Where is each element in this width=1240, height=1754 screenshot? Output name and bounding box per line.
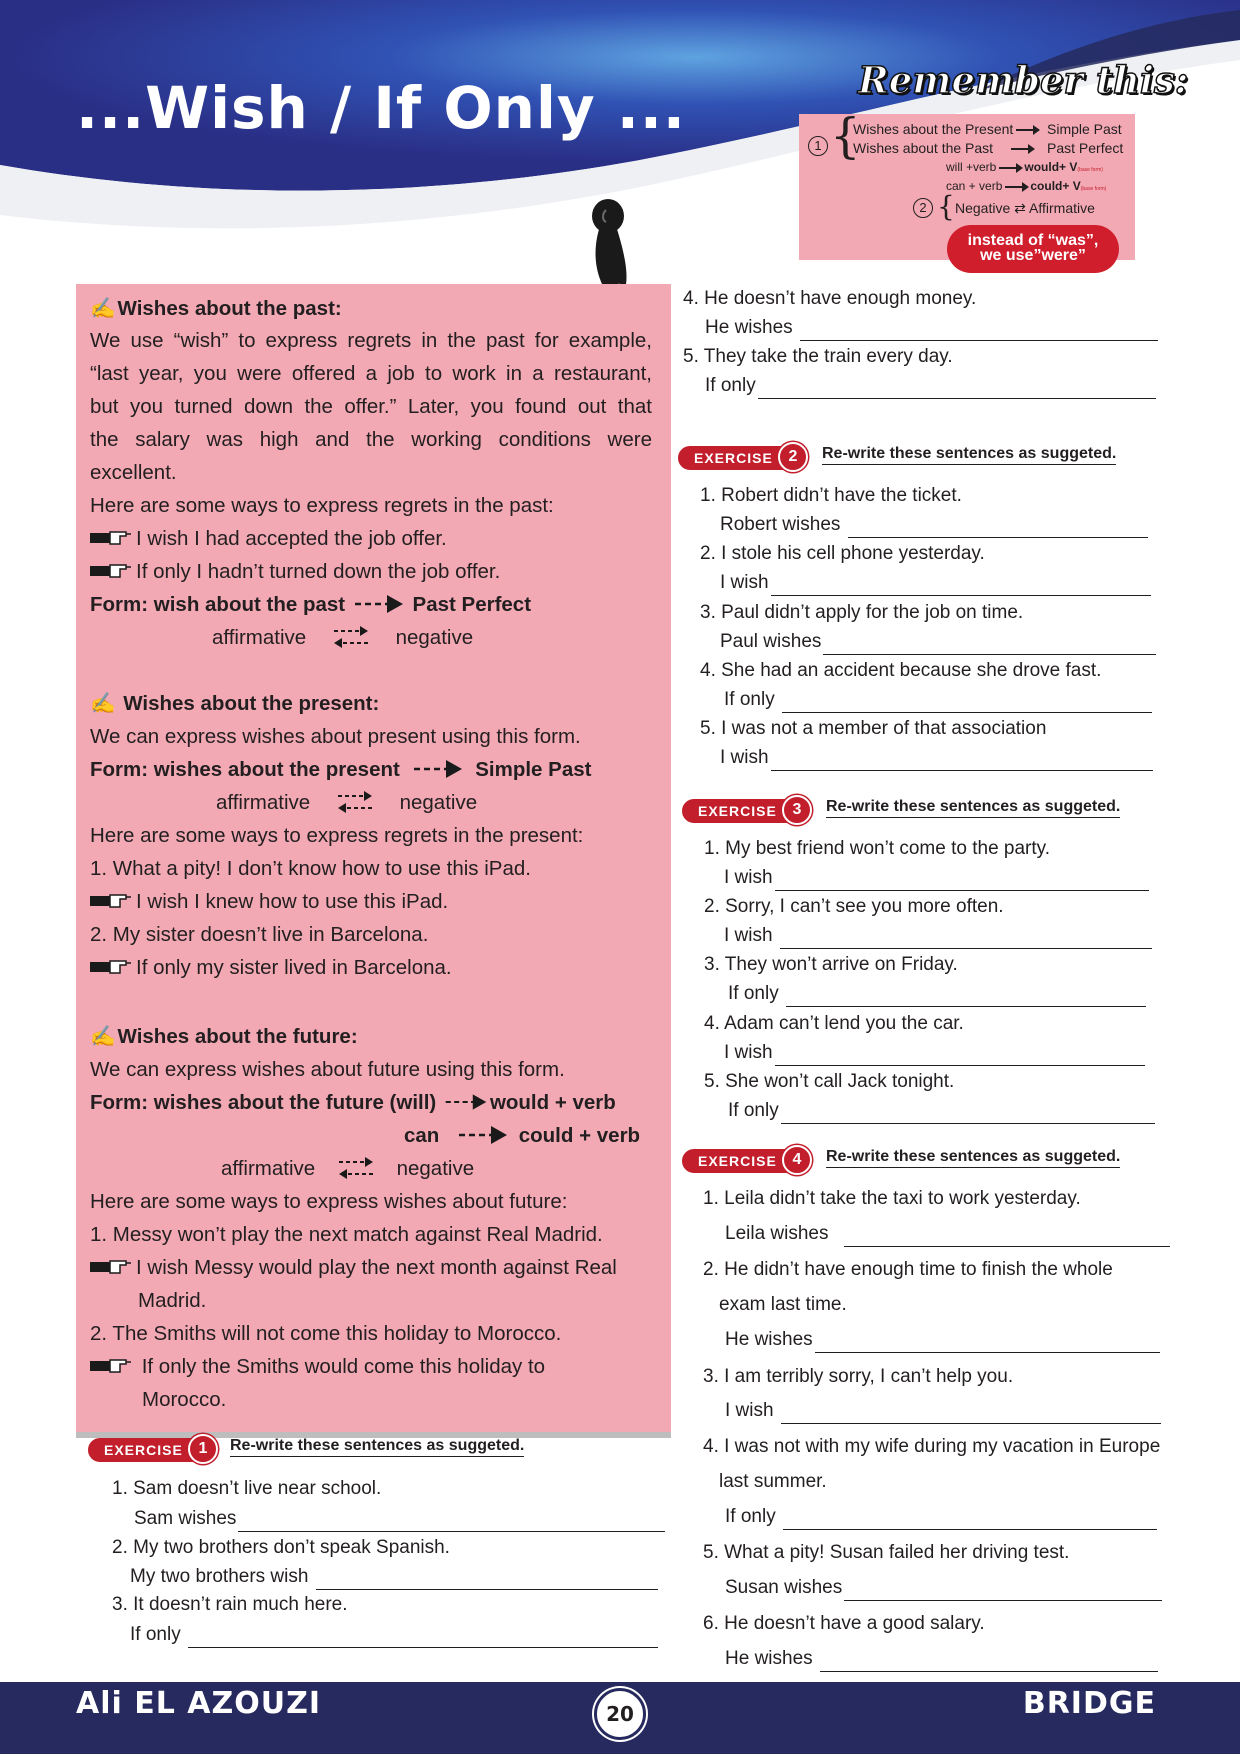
answer-line[interactable] xyxy=(800,321,1158,341)
exercise-answer: Susan wishes xyxy=(725,1575,1162,1601)
exercise-question: 5. They take the train every day. xyxy=(683,346,953,367)
future-form-can: can could + verb xyxy=(404,1124,641,1147)
dashed-arrow-icon xyxy=(444,1091,488,1113)
answer-line[interactable] xyxy=(782,693,1152,713)
lesson-panel xyxy=(76,284,671,1432)
exercise-answer: If only xyxy=(728,1098,1155,1124)
exercise-instruction: Re-write these sentences as suggeted. xyxy=(822,445,1116,465)
exercise-question: 2. Sorry, I can’t see you more often. xyxy=(704,896,1004,917)
exercise-question: 1. Leila didn’t take the taxi to work yesterday. xyxy=(703,1188,1081,1209)
answer-line[interactable] xyxy=(786,987,1146,1007)
answer-line[interactable] xyxy=(844,1581,1162,1601)
exercise-question-cont: exam last time. xyxy=(719,1294,847,1315)
exercise-answer: If only xyxy=(724,687,1152,713)
exercise-question: 4. Adam can’t lend you the car. xyxy=(704,1013,964,1034)
exercise-answer: I wish xyxy=(724,1040,1145,1066)
footer-author: Ali EL AZOUZI xyxy=(76,1686,322,1721)
exercise-instruction: Re-write these sentences as suggeted. xyxy=(826,798,1120,818)
future-example: I wish Messy would play the next month against Real xyxy=(90,1251,617,1284)
past-paragraph-line: “last year, you were offered a job to work in a restaurant, xyxy=(90,362,652,385)
exercise-question: 5. She won’t call Jack tonight. xyxy=(704,1071,955,1092)
exercise-label: EXERCISE xyxy=(682,799,800,823)
exercise-question: 1. My best friend won’t come to the party. xyxy=(704,838,1051,859)
pointing-hand-icon xyxy=(90,530,132,546)
check-icon: ✍ xyxy=(90,692,116,715)
exercise-question: 1. Sam doesn’t live near school. xyxy=(112,1478,382,1499)
answer-line[interactable] xyxy=(775,1046,1145,1066)
remember-row-1-right: Simple Past xyxy=(1047,121,1122,137)
remember-row-2-right: Past Perfect xyxy=(1047,140,1124,156)
exercise-label: EXERCISE xyxy=(682,1149,800,1173)
exercise-answer: I wish xyxy=(725,1398,1161,1424)
present-paragraph: We can express wishes about present using this form. xyxy=(90,725,581,748)
present-example: 1. What a pity! I don’t know how to use this iPad. xyxy=(90,857,531,880)
future-ways: Here are some ways to express wishes about future: xyxy=(90,1190,568,1213)
remember-row-2: Wishes about the Past xyxy=(853,140,1036,156)
exercise-label: EXERCISE xyxy=(88,1438,206,1462)
past-example: If only I hadn’t turned down the job offer. xyxy=(90,555,500,588)
exercise-answer: He wishes xyxy=(725,1327,1160,1353)
answer-line[interactable] xyxy=(780,929,1152,949)
exercise-question: 5. What a pity! Susan failed her driving test. xyxy=(703,1542,1070,1563)
past-swap: affirmative negative xyxy=(212,626,474,649)
footer-brand: BRIDGE xyxy=(1022,1686,1156,1721)
remember-num-1: 1 xyxy=(808,136,828,156)
past-example: I wish I had accepted the job offer. xyxy=(90,522,447,555)
present-heading: ✍ Wishes about the present: xyxy=(90,687,379,720)
past-ways: Here are some ways to express regrets in the past: xyxy=(90,494,554,517)
future-example-cont: Morocco. xyxy=(142,1388,227,1411)
exercise-number: 1 xyxy=(188,1434,218,1464)
exercise-question: 2. He didn’t have enough time to finish the whole xyxy=(703,1259,1113,1280)
future-example-cont: Madrid. xyxy=(138,1289,207,1312)
swap-arrows-icon xyxy=(337,1155,375,1181)
exercise-question: 4. He doesn’t have enough money. xyxy=(683,288,977,309)
dashed-arrow-icon xyxy=(353,593,405,615)
exercise-instruction: Re-write these sentences as suggeted. xyxy=(230,1437,524,1457)
pointing-hand-icon xyxy=(90,1259,132,1275)
exercise-question-cont: last summer. xyxy=(719,1471,827,1492)
exercise-question: 1. Robert didn’t have the ticket. xyxy=(700,485,962,506)
present-example: I wish I knew how to use this iPad. xyxy=(90,885,448,918)
exercise-question: 2. My two brothers don’t speak Spanish. xyxy=(112,1537,450,1558)
exercise-question: 3. I am terribly sorry, I can’t help you. xyxy=(703,1366,1014,1387)
exercise-question: 3. They won’t arrive on Friday. xyxy=(704,954,958,975)
answer-line[interactable] xyxy=(238,1512,665,1532)
check-icon: ✍ xyxy=(90,297,116,320)
exercise-question: 4. She had an accident because she drove fast. xyxy=(700,660,1102,681)
remember-num-2: 2 xyxy=(913,198,933,218)
exercise-answer: If only xyxy=(705,373,1156,399)
present-swap: affirmative negative xyxy=(216,791,478,814)
future-paragraph: We can express wishes about future using this form. xyxy=(90,1058,565,1081)
brace-icon: { xyxy=(937,190,955,223)
present-ways: Here are some ways to express regrets in the present: xyxy=(90,824,584,847)
answer-line[interactable] xyxy=(815,1333,1160,1353)
remember-title: Remember this: xyxy=(858,58,1189,102)
exercise-question: 4. I was not with my wife during my vacation in Europe xyxy=(703,1436,1161,1457)
present-example: If only my sister lived in Barcelona. xyxy=(90,951,452,984)
exercise-answer: Robert wishes xyxy=(720,512,1148,538)
past-paragraph-line: excellent. xyxy=(90,461,177,484)
remember-row-3: will +verb would+ V(base form) xyxy=(946,160,1103,174)
exercise-question: 3. It doesn’t rain much here. xyxy=(112,1594,348,1615)
future-heading: ✍Wishes about the future: xyxy=(90,1020,358,1053)
exercise-number: 4 xyxy=(782,1145,812,1175)
answer-line[interactable] xyxy=(771,751,1153,771)
past-paragraph-line: We use “wish” to express regrets in the past for example, xyxy=(90,329,652,352)
dashed-arrow-icon xyxy=(457,1124,509,1146)
present-form: Form: wishes about the present Simple Past xyxy=(90,758,592,781)
exercise-answer: Paul wishes xyxy=(720,629,1156,655)
dashed-arrow-icon xyxy=(412,758,464,780)
answer-line[interactable] xyxy=(823,635,1156,655)
answer-line[interactable] xyxy=(316,1570,658,1590)
pointing-hand-icon xyxy=(90,1358,132,1374)
brace-icon: { xyxy=(830,108,861,164)
exercise-number: 3 xyxy=(782,795,812,825)
exercise-question: 3. Paul didn’t apply for the job on time. xyxy=(700,602,1024,623)
exercise-answer: Sam wishes xyxy=(134,1506,665,1532)
remember-row-1: Wishes about the Present xyxy=(853,121,1041,137)
answer-line[interactable] xyxy=(783,1510,1157,1530)
remember-row-4: can + verb could+ V(base form) xyxy=(946,179,1107,193)
past-paragraph-line: but you turned down the offer.” Later, you found out that xyxy=(90,395,652,418)
present-example: 2. My sister doesn’t live in Barcelona. xyxy=(90,923,429,946)
answer-line[interactable] xyxy=(771,576,1151,596)
exercise-answer: I wish xyxy=(724,923,1152,949)
exercise-answer: I wish xyxy=(720,570,1151,596)
exercise-answer: He wishes xyxy=(705,315,1158,341)
swap-arrows-icon xyxy=(332,624,370,650)
exercise-answer: If only xyxy=(130,1622,658,1648)
answer-line[interactable] xyxy=(188,1628,658,1648)
future-swap: affirmative negative xyxy=(221,1157,475,1180)
pointing-hand-icon xyxy=(90,959,132,975)
future-example: 1. Messy won’t play the next match against Real Madrid. xyxy=(90,1223,603,1246)
exercise-instruction: Re-write these sentences as suggeted. xyxy=(826,1148,1120,1168)
future-form: Form: wishes about the future (will) would + verb xyxy=(90,1091,616,1114)
exercise-question: 5. I was not a member of that association xyxy=(700,718,1047,739)
exercise-answer: Leila wishes xyxy=(725,1221,1170,1247)
future-example: If only the Smiths would come this holiday to xyxy=(90,1350,545,1383)
arrow-icon xyxy=(999,167,1021,169)
exercise-answer: I wish xyxy=(720,745,1153,771)
past-heading: ✍Wishes about the past: xyxy=(90,292,342,325)
past-paragraph-line: the salary was high and the working conditions were xyxy=(90,428,652,451)
page-number: 20 xyxy=(594,1688,646,1740)
were-note-line-1: instead of “was”, xyxy=(967,232,1099,249)
arrow-icon xyxy=(1005,186,1027,188)
answer-line[interactable] xyxy=(781,1104,1155,1124)
answer-line[interactable] xyxy=(820,1652,1158,1672)
exercise-question: 2. I stole his cell phone yesterday. xyxy=(700,543,985,564)
answer-line[interactable] xyxy=(781,1404,1161,1424)
exercise-answer: If only xyxy=(725,1504,1157,1530)
page-title: ...Wish / If Only ... xyxy=(76,74,686,142)
arrow-icon xyxy=(1011,148,1033,150)
exercise-question: 6. He doesn’t have a good salary. xyxy=(703,1613,985,1634)
remember-row-5: Negative ⇄ Affirmative xyxy=(955,200,1095,216)
arrow-icon xyxy=(1016,129,1038,131)
exercise-answer: He wishes xyxy=(725,1646,1158,1672)
check-icon: ✍ xyxy=(90,1025,116,1048)
pointing-hand-icon xyxy=(90,563,132,579)
future-example: 2. The Smiths will not come this holiday to Morocco. xyxy=(90,1322,562,1345)
were-note-pill xyxy=(947,225,1119,273)
exercise-answer: I wish xyxy=(724,865,1149,891)
answer-line[interactable] xyxy=(758,379,1156,399)
were-note-line-2: we use”were” xyxy=(980,247,1086,264)
answer-line[interactable] xyxy=(775,871,1149,891)
past-form: Form: wish about the past Past Perfect xyxy=(90,593,532,616)
answer-line[interactable] xyxy=(844,1227,1170,1247)
answer-line[interactable] xyxy=(848,518,1148,538)
exercise-number: 2 xyxy=(778,442,808,472)
exercise-answer: My two brothers wish xyxy=(130,1564,658,1590)
swap-arrows-icon xyxy=(336,789,374,815)
exercise-label: EXERCISE xyxy=(678,446,796,470)
pointing-hand-icon xyxy=(90,893,132,909)
exercise-answer: If only xyxy=(728,981,1146,1007)
